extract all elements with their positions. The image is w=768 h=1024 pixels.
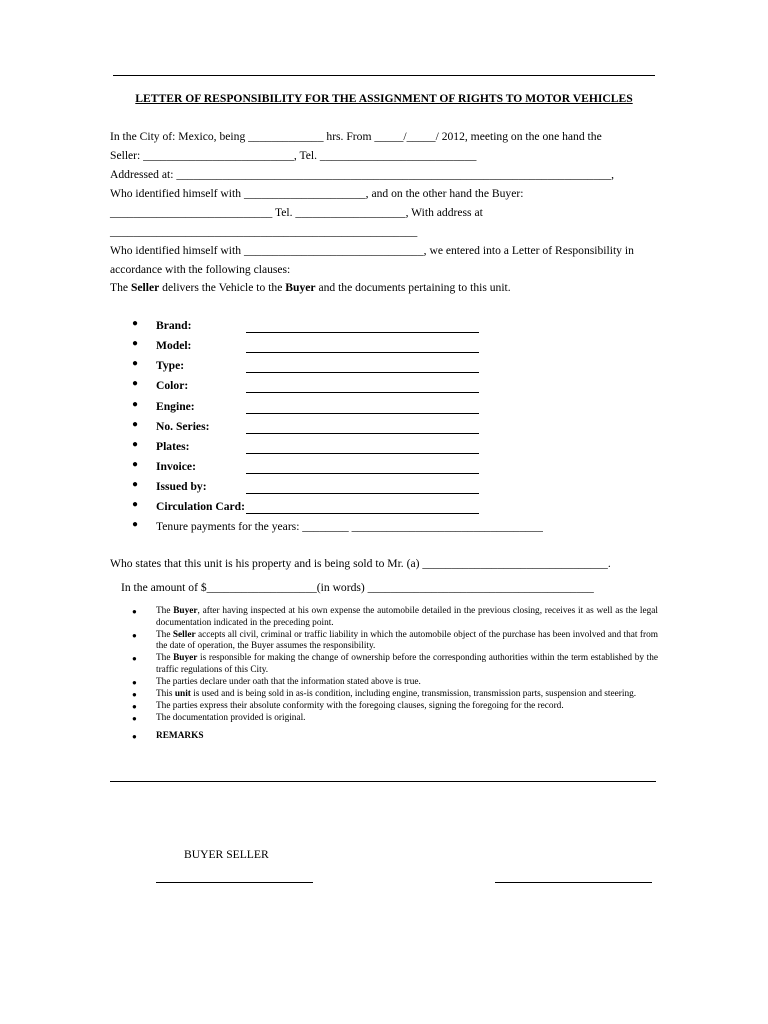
bullet-icon: ●	[132, 318, 139, 329]
vehicle-field-issued-by	[0, 479, 768, 499]
vehicle-field-input-line[interactable]	[246, 413, 479, 414]
vehicle-field-input-line[interactable]	[246, 332, 479, 333]
clause-text: accepts all civil, criminal or traffic liability in which the automobile object of the purchase has been involved and that from the date of operation, the Buyer assumes the responsibility.	[156, 629, 658, 652]
vehicle-field-label: Engine:	[156, 400, 195, 413]
clause-text: The	[156, 653, 174, 664]
vehicle-field-input-line[interactable]	[246, 433, 479, 434]
clause-item	[132, 701, 658, 713]
clause-bold: Seller	[172, 629, 196, 640]
vehicle-field-label: Issued by:	[156, 480, 207, 493]
vehicle-field-type	[0, 358, 768, 378]
clause-bold: Buyer	[173, 606, 198, 616]
vehicle-field-label: Invoice:	[156, 460, 196, 473]
vehicle-field-circulation-card	[0, 499, 768, 519]
intro-line-6: _____________________________________________________	[110, 225, 418, 238]
bullet-icon: ●	[132, 702, 137, 712]
bullet-icon: ●	[132, 731, 137, 741]
vehicle-field-input-line[interactable]	[246, 473, 479, 474]
bullet-icon: ●	[132, 519, 139, 530]
intro-line-3: Addressed at: ___________________________________________________________________________,	[110, 168, 614, 181]
vehicle-field-engine	[0, 399, 768, 419]
clause-text: The	[156, 606, 174, 616]
delivery-line	[110, 281, 511, 295]
vehicle-field-input-line[interactable]	[246, 513, 479, 514]
delivery-text-1: The	[110, 281, 131, 294]
remarks-label: REMARKS	[156, 730, 204, 741]
clause-text: , after having inspected at his own expense the automobile detailed in the previous closing, receives it as well as the legal documentation indicated in the preceding point.	[156, 606, 658, 628]
clause-text: The	[156, 629, 173, 640]
bullet-icon: ●	[132, 358, 139, 369]
clause-text: The parties declare under oath that the information stated above is true.	[156, 677, 421, 688]
bullet-icon: ●	[132, 399, 139, 410]
signatures-label: BUYER SELLER	[184, 848, 269, 861]
delivery-buyer: Buyer	[285, 281, 316, 294]
bullet-icon: ●	[132, 439, 139, 450]
bullet-icon: ●	[132, 338, 139, 349]
intro-line-2: Seller: __________________________, Tel. ___________________________	[110, 149, 477, 162]
bullet-icon: ●	[132, 678, 137, 688]
remarks-field-line[interactable]	[110, 781, 656, 782]
bullet-icon: ●	[132, 459, 139, 470]
clause-bold: unit	[174, 689, 191, 700]
seller-signature-line[interactable]	[495, 882, 652, 883]
vehicle-field-label: Type:	[156, 359, 185, 372]
clause-text: The parties express their absolute conformity with the foregoing clauses, signing the foregoing for the record.	[156, 701, 564, 712]
tenure-payments-text: Tenure payments for the years: ________ _________________________________	[156, 520, 543, 533]
document-title: LETTER OF RESPONSIBILITY FOR THE ASSIGNMENT OF RIGHTS TO MOTOR VEHICLES	[135, 92, 633, 105]
delivery-seller: Seller	[130, 281, 160, 294]
vehicle-field-series	[0, 419, 768, 439]
vehicle-field-input-line[interactable]	[246, 453, 479, 454]
clause-text: This	[156, 689, 175, 700]
vehicle-field-label: Color:	[156, 379, 189, 392]
bullet-icon: ●	[132, 630, 137, 640]
vehicle-field-label: Brand:	[156, 319, 192, 332]
clause-text: The documentation provided is original.	[156, 713, 306, 724]
clause-bold: Buyer	[173, 653, 198, 664]
clause-item	[132, 677, 658, 689]
bullet-icon: ●	[132, 607, 137, 616]
bullet-icon: ●	[132, 654, 137, 664]
vehicle-field-color	[0, 378, 768, 398]
states-line: Who states that this unit is his property and is being sold to Mr. (a) ________________________________.	[110, 557, 611, 570]
vehicle-field-invoice	[0, 459, 768, 479]
intro-line-4: Who identified himself with _____________________, and on the other hand the Buyer:	[110, 187, 524, 200]
clause-item	[132, 630, 658, 653]
clause-item	[132, 689, 658, 701]
vehicle-field-label: Circulation Card:	[156, 500, 245, 513]
bullet-icon: ●	[132, 419, 139, 430]
delivery-text-3: and the documents pertaining to this unit.	[315, 281, 511, 294]
vehicle-field-model	[0, 338, 768, 358]
clause-item	[132, 713, 658, 725]
amount-line: In the amount of $___________________(in words) _______________________________________	[121, 581, 594, 594]
vehicle-field-input-line[interactable]	[246, 392, 479, 393]
intro-line-7: Who identified himself with _______________________________, we entered into a Letter of Responsibility in	[110, 244, 634, 257]
top-rule	[113, 75, 655, 76]
vehicle-field-brand	[0, 318, 768, 338]
vehicle-field-label: Model:	[156, 339, 192, 352]
vehicle-field-input-line[interactable]	[246, 372, 479, 373]
bullet-icon: ●	[132, 499, 139, 510]
bullet-icon: ●	[132, 479, 139, 490]
tenure-payments-row	[0, 519, 768, 539]
bullet-icon: ●	[132, 690, 137, 700]
clause-text: is responsible for making the change of ownership before the corresponding authorities within the term established by the traffic regulations of this City.	[156, 653, 659, 675]
intro-line-1: In the City of: Mexico, being _____________ hrs. From _____/_____/ 2012, meeting on the one hand the	[110, 130, 602, 143]
vehicle-field-plates	[0, 439, 768, 459]
intro-line-5: ____________________________ Tel. ___________________, With address at	[110, 206, 483, 219]
clause-text: is used and is being sold in as-is condition, including engine, transmission, transmission parts, suspension and steering.	[190, 689, 637, 700]
vehicle-field-label: Plates:	[156, 440, 190, 453]
clause-item	[132, 653, 658, 676]
buyer-signature-line[interactable]	[156, 882, 313, 883]
remarks-item	[132, 731, 658, 743]
bullet-icon: ●	[132, 378, 139, 389]
clause-item	[132, 606, 658, 629]
intro-line-8: accordance with the following clauses:	[110, 263, 291, 276]
vehicle-field-input-line[interactable]	[246, 352, 479, 353]
vehicle-field-label: No. Series:	[156, 420, 210, 433]
bullet-icon: ●	[132, 714, 137, 724]
vehicle-field-input-line[interactable]	[246, 493, 479, 494]
clause-list	[132, 606, 658, 743]
delivery-text-2: delivers the Vehicle to the	[159, 281, 286, 294]
